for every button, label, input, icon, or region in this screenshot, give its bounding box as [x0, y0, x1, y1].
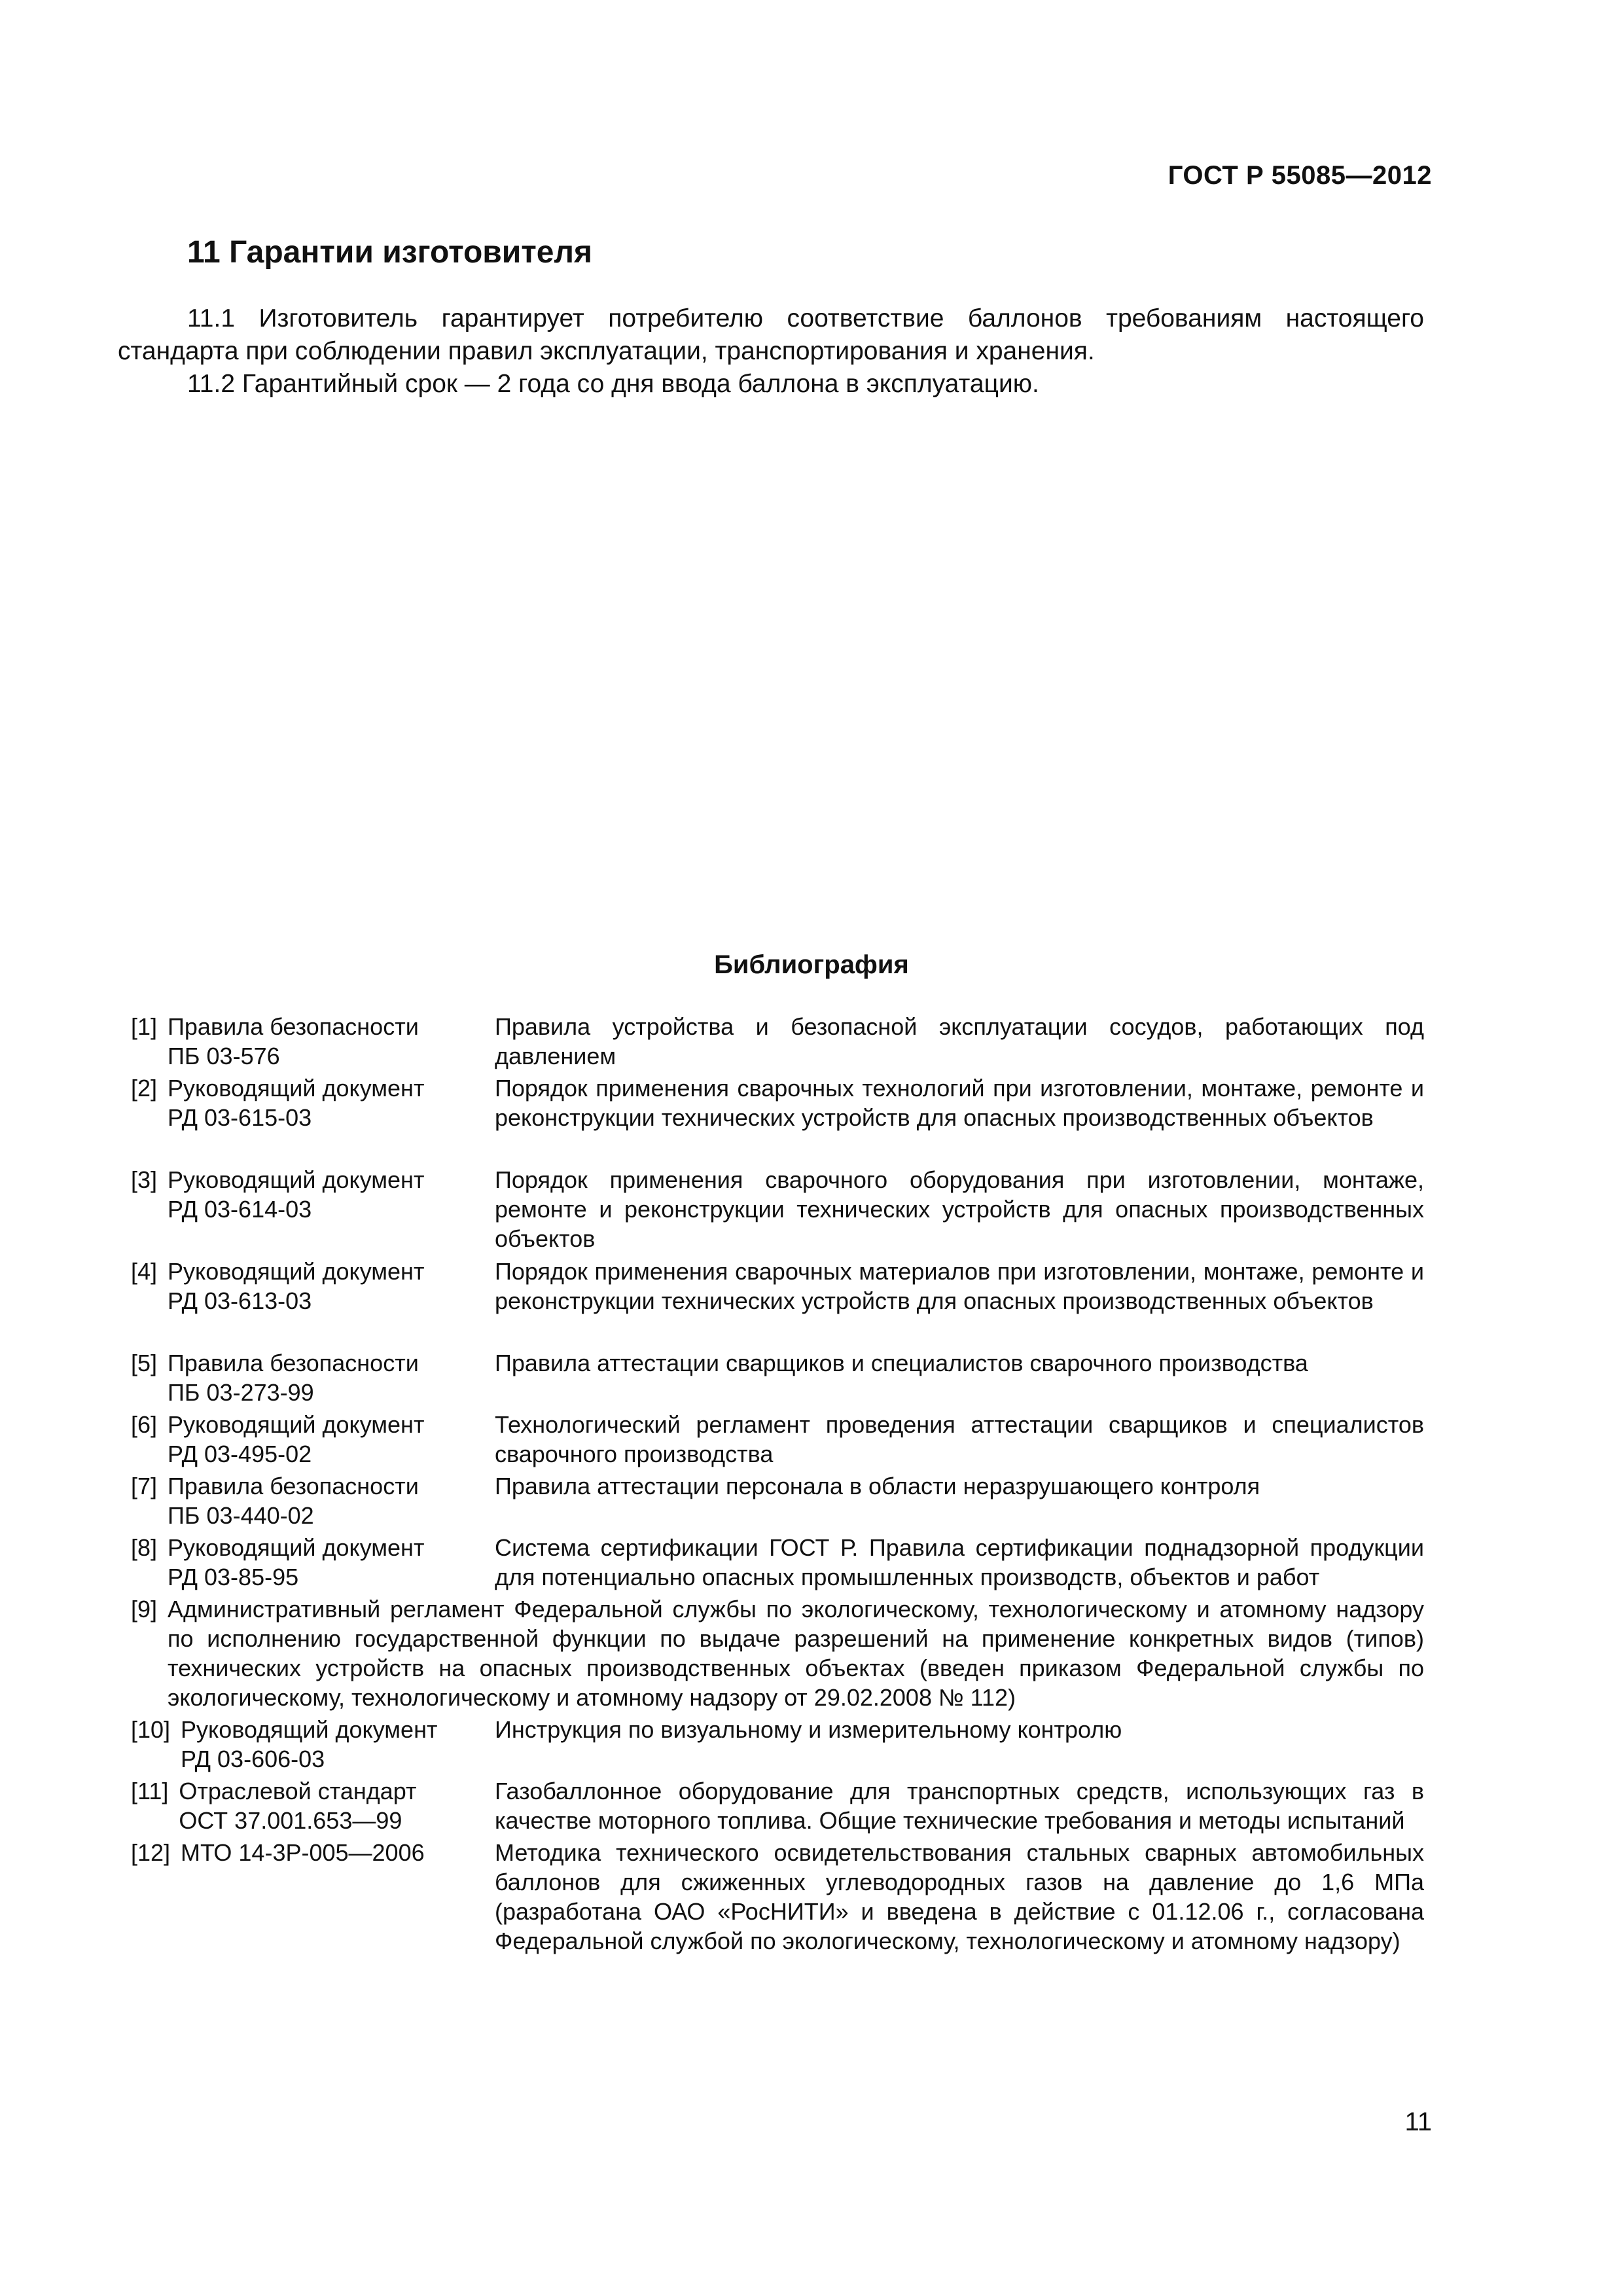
entry-doc-type: Правила безопасности	[168, 1350, 419, 1376]
bibliography-entry	[131, 1073, 1424, 1165]
entry-document	[157, 1471, 419, 1530]
section-body	[118, 302, 1424, 401]
entry-description: Порядок применения сварочных технологий при изготовлении, монтаже, ремонте и реконструкции технических устройств для опасных производственных объектов	[495, 1075, 1424, 1131]
entry-doc-type: Отраслевой стандарт	[179, 1778, 417, 1804]
entry-number: [8]	[131, 1534, 158, 1561]
entry-number: [11]	[131, 1778, 169, 1804]
entry-number: [6]	[131, 1411, 158, 1438]
entry-doc-type: Руководящий документ	[168, 1166, 425, 1193]
entry-number: [5]	[131, 1350, 158, 1376]
bibliography-entry	[131, 1257, 1424, 1348]
entry-description: Методика технического освидетельствования стальных сварных автомобильных баллонов для сжиженных углеводородных газов на давление до 1,6 МПа (разработана ОАО «РосНИТИ» и введена в действие с 01.12.06 г., согласована Федеральной службой по экологическому, технологическому и атомному надзору)	[495, 1839, 1424, 1954]
entry-doc-code: ПБ 03-273-99	[168, 1379, 314, 1406]
bibliography-entry	[131, 1165, 1424, 1257]
entry-number: [12]	[131, 1839, 171, 1866]
entry-document	[157, 1073, 424, 1132]
page-number: 11	[1404, 2108, 1432, 2136]
paragraph-11-2: 11.2 Гарантийный срок — 2 года со дня ввода баллона в эксплуатацию.	[187, 370, 1039, 398]
entry-doc-type: Правила безопасности	[168, 1013, 419, 1040]
entry-number: [4]	[131, 1258, 158, 1285]
section-title: 11 Гарантии изготовителя	[187, 235, 592, 270]
entry-full-text: Административный регламент Федеральной службы по экологическому, технологическому и атомному надзору по исполнению государственной функции по выдаче разрешений на применение конкретных видов (типов) технических устройств на опасных производственных объектах (введен приказом Федеральной службы по экологическому, технологическому и атомному надзору от 29.02.2008 № 112)	[168, 1596, 1424, 1711]
bibliography-entry	[131, 1776, 1424, 1838]
bibliography-entry	[131, 1715, 1424, 1776]
entry-document	[170, 1838, 425, 1867]
paragraph-11-1: 11.1 Изготовитель гарантирует потребителю соответствие баллонов требованиям настоящего стандарта при соблюдении правил эксплуатации, транспортирования и хранения.	[118, 304, 1424, 365]
entry-document	[170, 1715, 437, 1774]
bibliography-entry	[131, 1471, 1424, 1533]
entry-document	[157, 1348, 419, 1407]
entry-doc-code: РД 03-606-03	[181, 1746, 325, 1772]
entry-number: [3]	[131, 1166, 158, 1193]
entry-doc-type: Руководящий документ	[181, 1716, 438, 1743]
entry-description: Газобаллонное оборудование для транспортных средств, использующих газ в качестве моторного топлива. Общие технические требования и методы испытаний	[495, 1778, 1424, 1834]
entry-doc-code: РД 03-614-03	[168, 1196, 312, 1223]
bibliography-entry	[131, 1410, 1424, 1471]
entry-document	[157, 1410, 424, 1469]
entry-doc-code: РД 03-85-95	[168, 1564, 299, 1590]
entry-doc-code: ПБ 03-440-02	[168, 1502, 314, 1529]
entry-doc-type: МТО 14-3Р-005—2006	[181, 1839, 425, 1866]
entry-document	[157, 1012, 419, 1071]
document-code: ГОСТ Р 55085—2012	[1168, 161, 1432, 190]
entry-doc-code: РД 03-495-02	[168, 1441, 312, 1467]
entry-description: Порядок применения сварочных материалов при изготовлении, монтаже, ремонте и реконструкции технических устройств для опасных производственных объектов	[495, 1258, 1424, 1314]
bibliography-entry	[131, 1838, 1424, 1958]
entry-doc-code: РД 03-615-03	[168, 1104, 312, 1131]
entry-description: Инструкция по визуальному и измерительному контролю	[495, 1716, 1122, 1743]
entry-document	[157, 1533, 424, 1592]
entry-description: Правила аттестации персонала в области неразрушающего контроля	[495, 1473, 1260, 1499]
bibliography-list	[131, 1012, 1424, 1958]
entry-doc-type: Руководящий документ	[168, 1411, 425, 1438]
entry-number: [7]	[131, 1473, 158, 1499]
entry-description: Система сертификации ГОСТ Р. Правила сертификации поднадзорной продукции для потенциально опасных промышленных производств, объектов и работ	[495, 1534, 1424, 1590]
entry-doc-code: ОСТ 37.001.653—99	[179, 1807, 402, 1834]
bibliography-entry	[131, 1594, 1424, 1712]
entry-doc-type: Руководящий документ	[168, 1258, 425, 1285]
entry-doc-type: Руководящий документ	[168, 1534, 425, 1561]
entry-document	[157, 1257, 424, 1316]
entry-document	[157, 1165, 424, 1224]
entry-document	[168, 1776, 416, 1835]
entry-description: Порядок применения сварочного оборудования при изготовлении, монтаже, ремонте и реконструкции технических устройств для опасных производственных объектов	[495, 1166, 1424, 1252]
entry-number: [1]	[131, 1013, 158, 1040]
entry-number: [2]	[131, 1075, 158, 1102]
entry-doc-type: Руководящий документ	[168, 1075, 425, 1102]
entry-description: Технологический регламент проведения аттестации сварщиков и специалистов сварочного производства	[495, 1411, 1424, 1467]
entry-number: [9]	[131, 1596, 158, 1623]
bibliography-entry	[131, 1348, 1424, 1410]
entry-doc-code: ПБ 03-576	[168, 1043, 280, 1069]
entry-number: [10]	[131, 1716, 171, 1743]
bibliography-entry	[131, 1012, 1424, 1073]
entry-description: Правила аттестации сварщиков и специалистов сварочного производства	[495, 1350, 1308, 1376]
bibliography-entry	[131, 1533, 1424, 1594]
entry-doc-type: Правила безопасности	[168, 1473, 419, 1499]
entry-description: Правила устройства и безопасной эксплуатации сосудов, работающих под давлением	[495, 1013, 1424, 1069]
bibliography-title: Библиография	[714, 950, 909, 979]
entry-doc-code: РД 03-613-03	[168, 1287, 312, 1314]
